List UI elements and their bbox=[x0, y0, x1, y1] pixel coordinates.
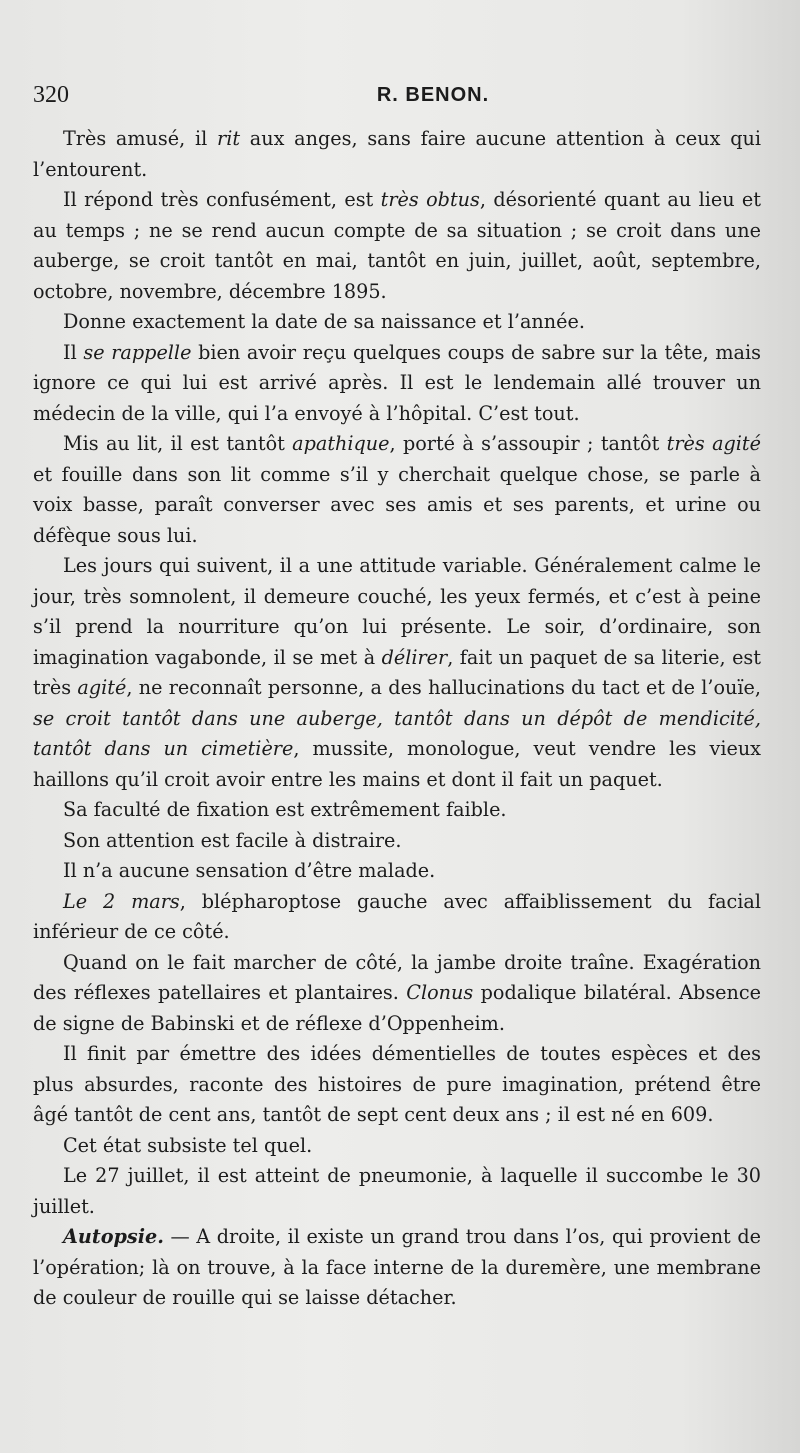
paragraph: Le 27 juillet, il est atteint de pneumonie, à laquelle il succombe le 30 juillet. bbox=[33, 1164, 761, 1218]
paragraph: Autopsie. — A droite, il existe un grand trou dans l’os, qui provient de l’opération; là on trouve, à la face interne de la duremère, une membrane de couleur de rouille qui se laisse détacher. bbox=[33, 1225, 761, 1309]
running-head: R. BENON. bbox=[376, 84, 490, 106]
paragraph: Il finit par émettre des idées démentielles de toutes espèces et des plus absurdes, raconte des histoires de pure imagination, prétend être âgé tantôt de cent ans, tantôt de sept cent deux ans ; il est né en 609. bbox=[33, 1042, 761, 1126]
paragraph: Quand on le fait marcher de côté, la jambe droite traîne. Exagération des réflexes patellaires et plantaires. Clonus podalique bilatéral. Absence de signe de Babinski et de réflexe d’Oppenheim. bbox=[33, 950, 761, 1035]
paragraph: Très amusé, il rit aux anges, sans faire aucune attention à ceux qui l’entourent. bbox=[33, 127, 761, 181]
paragraph: Les jours qui suivent, il a une attitude variable. Généralement calme le jour, très somnolent, il demeure couché, les yeux fermés, et c’est à peine s’il prend la nourriture qu’on lui présente. Le soir, d’ordinaire, son imagination vagabonde, il se met à délirer, fait un paquet de sa literie, est très agité, ne reconnaît personne, a des hallucinations du tact et de l’ouïe, se croit tantôt dans une auberge, tantôt dans un dépôt de mendicité, tantôt dans un cimetière, mussite, monologue, veut vendre les vieux haillons qu’il croit avoir entre les mains et dont il fait un paquet. bbox=[33, 554, 761, 791]
paragraph: Mis au lit, il est tantôt apathique, porté à s’assoupir ; tantôt très agité et fouille dans son lit comme s’il y cherchait quelque chose, se parle à voix basse, paraît converser avec ses amis et ses parents, et urine ou défèque sous lui. bbox=[33, 432, 761, 547]
paragraph: Il se rappelle bien avoir reçu quelques coups de sabre sur la tête, mais ignore ce qui lui est arrivé après. Il est le lendemain allé trouver un médecin de la ville, qui l’a envoyé à l’hôpital. C’est tout. bbox=[33, 340, 761, 425]
paragraph: Cet état subsiste tel quel. bbox=[63, 1133, 313, 1157]
page-header bbox=[33, 82, 760, 116]
paragraph: Le 2 mars, blépharoptose gauche avec affaiblissement du facial inférieur de ce côté. bbox=[33, 889, 762, 943]
paragraph: Sa faculté de fixation est extrêmement faible. bbox=[63, 798, 507, 821]
paragraph: Donne exactement la date de sa naissance et l’année. bbox=[63, 310, 585, 333]
section-heading-autopsie: Autopsie. bbox=[63, 1225, 164, 1248]
paragraph: Son attention est facile à distraire. bbox=[63, 828, 402, 852]
paragraph: Il répond très confusément, est très obtus, désorienté quant au lieu et au temps ; ne se rend aucun compte de sa situation ; se croit dans une auberge, se croit tantôt en mai, tantôt en juin, juillet, août, septembre, octobre, novembre, décembre 1895. bbox=[33, 188, 761, 303]
page-number: 320 bbox=[33, 82, 69, 108]
paragraph: Il n’a aucune sensation d’être malade. bbox=[63, 859, 436, 882]
page-body bbox=[33, 124, 761, 1314]
